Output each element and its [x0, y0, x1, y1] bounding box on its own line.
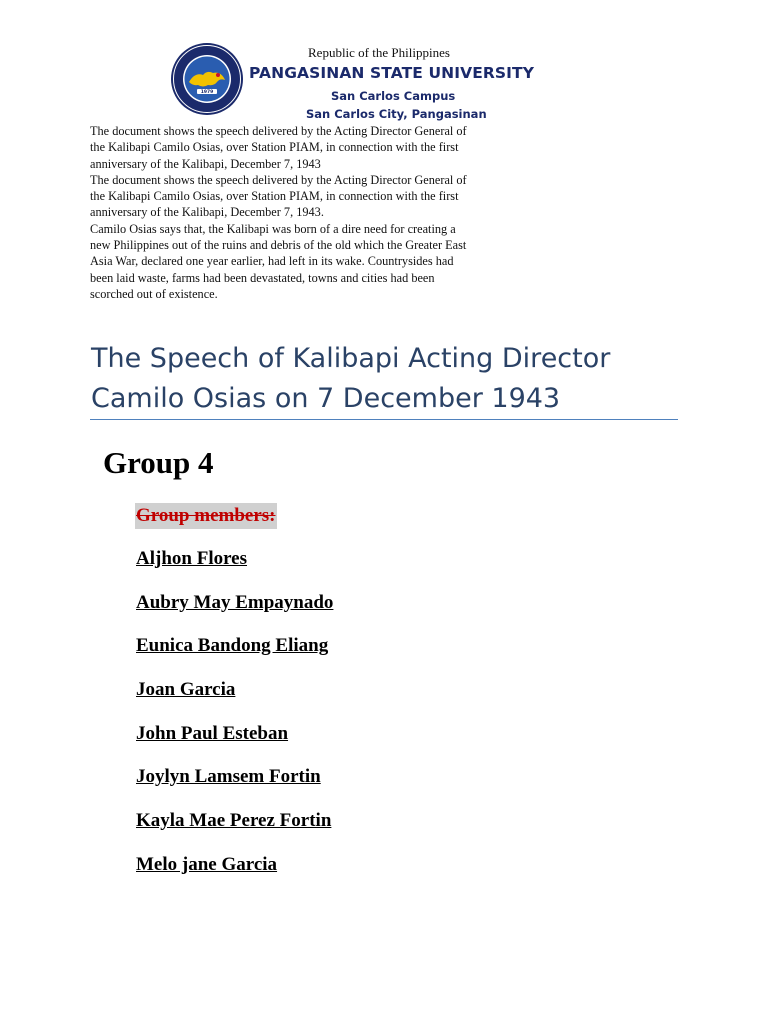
paragraph: Camilo Osias says that, the Kalibapi was born of a dire need for creating a new Philippines out of the ruins and debris of the old which the Greater East Asia War, declared one year earlier, had left in its wake. Countrysides had been laid waste, farms had been devastated, towns and cities had been scorched out of existence. [90, 221, 467, 301]
campus-name: San Carlos Campus [331, 89, 456, 103]
member-name: Joan Garcia [136, 679, 236, 701]
letterhead [0, 0, 768, 122]
member-name: Eunica Bandong Eliang [136, 635, 329, 657]
member-name: Kayla Mae Perez Fortin [136, 810, 332, 832]
member-name: Aljhon Flores [136, 548, 248, 569]
paragraph: The document shows the speech delivered by the Acting Director General of the Kalibapi Camilo Osias, over Station PIAM, in connection with the first anniversary of the Kalibapi, December 7, 1943. [90, 172, 467, 220]
member-name: Aubry May Empaynado [136, 591, 334, 613]
document-body [90, 123, 470, 302]
title-divider [90, 419, 678, 420]
member-name: Melo jane Garcia [136, 853, 278, 875]
document-title [91, 339, 691, 419]
title-line-1: The Speech of Kalibapi Acting Director [91, 343, 611, 374]
members-list [136, 546, 333, 896]
republic-line: Republic of the Philippines [308, 45, 450, 60]
member-name: Joylyn Lamsem Fortin [136, 766, 321, 788]
members-label: Group members: [135, 503, 277, 529]
university-name: PANGASINAN STATE UNIVERSITY [249, 64, 535, 82]
member-name: John Paul Esteban [136, 722, 289, 744]
paragraph: The document shows the speech delivered by the Acting Director General of the Kalibapi Camilo Osias, over Station PIAM, in connection with the first anniversary of the Kalibapi, December 7, 1943 [90, 124, 467, 171]
campus-city: San Carlos City, Pangasinan [306, 107, 487, 121]
svg-text:1979: 1979 [200, 90, 214, 96]
title-line-2: Camilo Osias on 7 December 1943 [91, 383, 561, 414]
university-seal-icon [170, 42, 244, 116]
group-heading: Group 4 [103, 445, 214, 480]
